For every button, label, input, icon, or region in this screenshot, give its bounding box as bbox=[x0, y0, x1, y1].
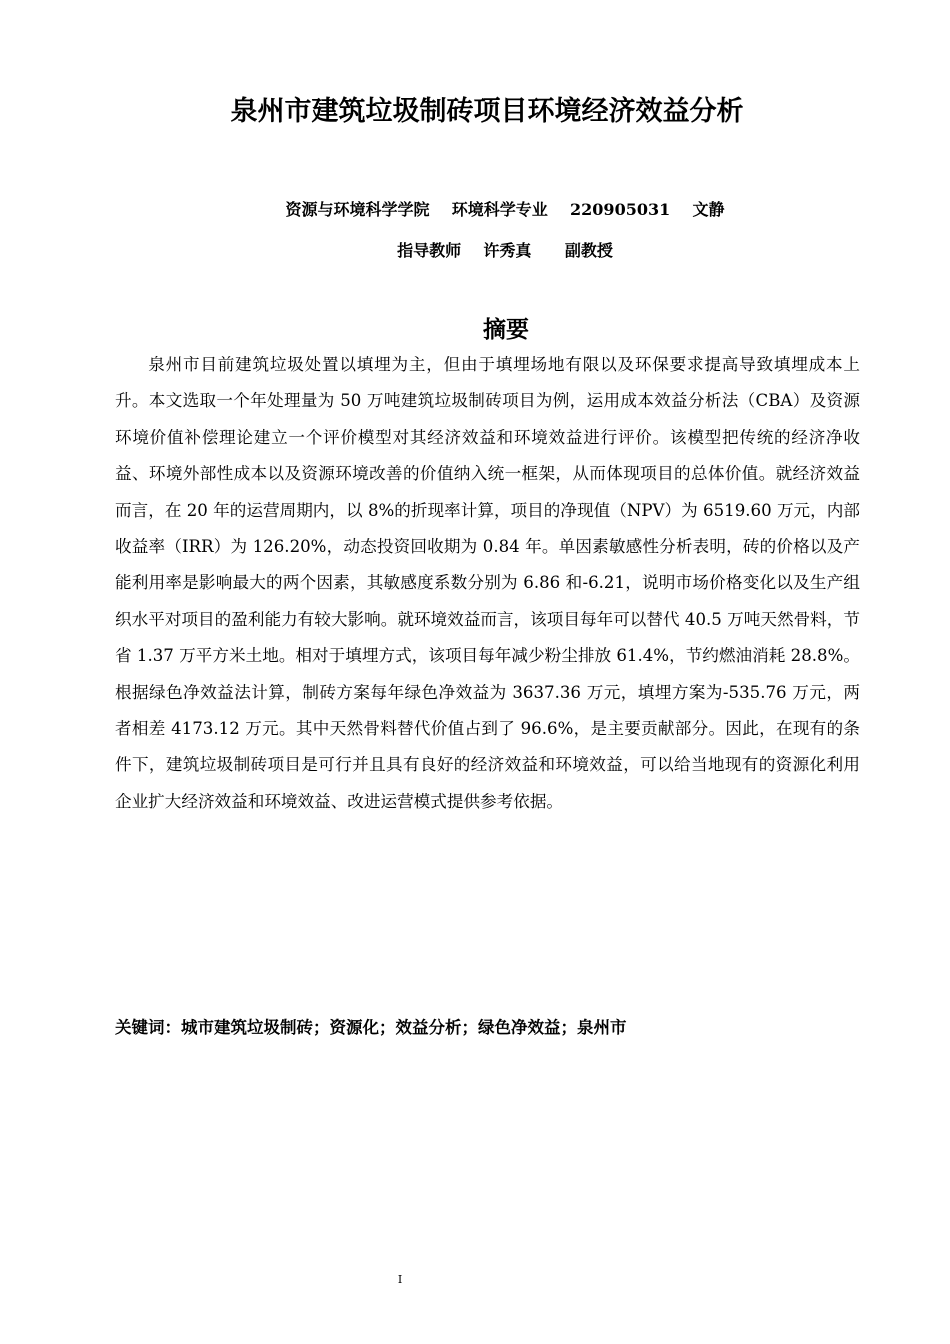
keywords: 关键词：城市建筑垃圾制砖；资源化；效益分析；绿色净效益；泉州市 bbox=[115, 1018, 627, 1037]
abstract-body: 泉州市目前建筑垃圾处置以填埋为主，但由于填埋场地有限以及环保要求提高导致填埋成本上升。本文选取一个年处理量为 50 万吨建筑垃圾制砖项目为例，运用成本效益分析法（CBA）及资源环境价值补偿理论建立一个评价模型对其经济效益和环境效益进行评价。该模型把传统的经济净收益、环境外部性成本以及资源环境改善的价值纳入统一框架，从而体现项目的总体价值。就经济效益而言，在 20 年的运营周期内，以 8%的折现率计算，项目的净现值（NPV）为 6519.60 万元，内部收益率（IRR）为 126.20%，动态投资回收期为 0.84 年。单因素敏感性分析表明，砖的价格以及产能利用率是影响最大的两个因素，其敏感度系数分别为 6.86 和-6.21，说明市场价格变化以及生产组织水平对项目的盈利能力有较大影响。就环境效益而言，该项目每年可以替代 40.5 万吨天然骨料，节省 1.37 万平方米土地。相对于填埋方式，该项目每年减少粉尘排放 61.4%，节约燃油消耗 28.8%。根据绿色净效益法计算，制砖方案每年绿色净效益为 3637.36 万元，填埋方案为-535.76 万元，两者相差 4173.12 万元。其中天然骨料替代价值占到了 96.6%，是主要贡献部分。因此，在现有的条件下，建筑垃圾制砖项目是可行并且具有良好的经济效益和环境效益，可以给当地现有的资源化利用企业扩大经济效益和环境效益、改进运营模式提供参考依据。 bbox=[115, 355, 860, 811]
author-info: 资源与环境科学学院 环境科学专业 220905031 文静 bbox=[285, 200, 725, 219]
advisor-info: 指导教师 许秀真 副教授 bbox=[397, 241, 613, 260]
document-title: 泉州市建筑垃圾制砖项目环境经济效益分析 bbox=[230, 96, 744, 127]
abstract-heading: 摘要 bbox=[483, 317, 529, 343]
page-number: I bbox=[397, 1273, 403, 1286]
